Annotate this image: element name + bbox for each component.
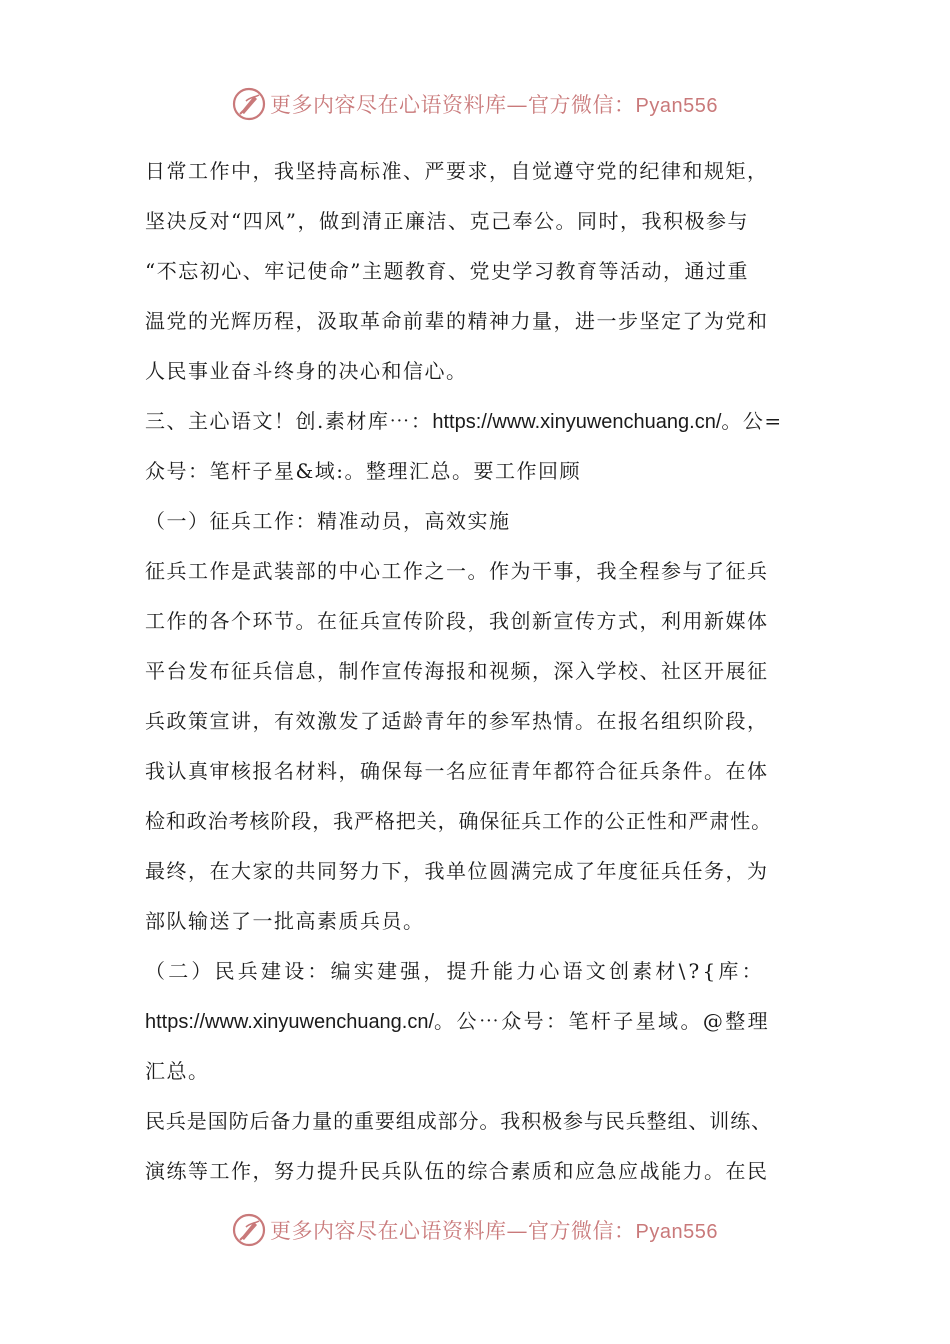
text-line: 坚决反对“四风”，做到清正廉洁、克己奉公。同时，我积极参与	[145, 209, 749, 233]
document-body	[145, 150, 825, 1200]
subheading-recruitment: （一）征兵工作：精准动员，高效实施	[145, 509, 511, 533]
header-banner-text: 更多内容尽在心语资料库—官方微信：Pyan556	[270, 93, 718, 117]
text-line: 日常工作中，我坚持高标准、严要求，自觉遵守党的纪律和规矩，	[145, 159, 769, 183]
text-line: 检和政治考核阶段，我严格把关，确保征兵工作的公正性和严肃性。	[145, 809, 772, 833]
footer-banner	[0, 1210, 950, 1250]
text-line: 汇总。	[145, 1059, 210, 1083]
header-banner	[0, 84, 950, 124]
url-link[interactable]: https://www.xinyuwenchuang.cn/	[145, 1011, 435, 1033]
text-line: 温党的光辉历程，汲取革命前辈的精神力量，进一步坚定了为党和	[145, 309, 769, 333]
text-line: 兵政策宣讲，有效激发了适龄青年的参军热情。在报名组织阶段，	[145, 709, 769, 733]
text-line: 部队输送了一批高素质兵员。	[145, 909, 425, 933]
quill-seal-icon	[232, 1213, 266, 1247]
footer-banner-text: 更多内容尽在心语资料库—官方微信：Pyan556	[270, 1219, 718, 1243]
text-line: “不忘初心、牢记使命”主题教育、党史学习教育等活动，通过重	[145, 259, 749, 283]
text-line: 征兵工作是武装部的中心工作之一。作为干事，我全程参与了征兵	[145, 559, 769, 583]
quill-seal-icon	[232, 87, 266, 121]
url-link[interactable]: https://www.xinyuwenchuang.cn/	[432, 411, 722, 433]
text-line: 众号：笔杆子星&域:。整理汇总。要工作回顾	[145, 459, 582, 483]
subheading-militia: （二）民兵建设：编实建强，提升能力心语文创素材\?{库：	[145, 959, 765, 983]
text-line: 工作的各个环节。在征兵宣传阶段，我创新宣传方式，利用新媒体	[145, 609, 769, 633]
text-line: https://www.xinyuwenchuang.cn/。公⋯众号：笔杆子星域。@整理	[145, 1009, 771, 1033]
text-line: 民兵是国防后备力量的重要组成部分。我积极参与民兵整组、训练、	[145, 1109, 772, 1133]
text-line: 演练等工作，努力提升民兵队伍的综合素质和应急应战能力。在民	[145, 1159, 769, 1183]
text-line: 人民事业奋斗终身的决心和信心。	[145, 359, 468, 383]
text-line: 我认真审核报名材料，确保每一名应征青年都符合征兵条件。在体	[145, 759, 769, 783]
text-line: 平台发布征兵信息，制作宣传海报和视频，深入学校、社区开展征	[145, 659, 769, 683]
text-line: 最终，在大家的共同努力下，我单位圆满完成了年度征兵任务，为	[145, 859, 769, 883]
section-heading-3: 三、主心语文！创.素材库⋯：https://www.xinyuwenchuang.cn/。公=	[145, 409, 783, 433]
